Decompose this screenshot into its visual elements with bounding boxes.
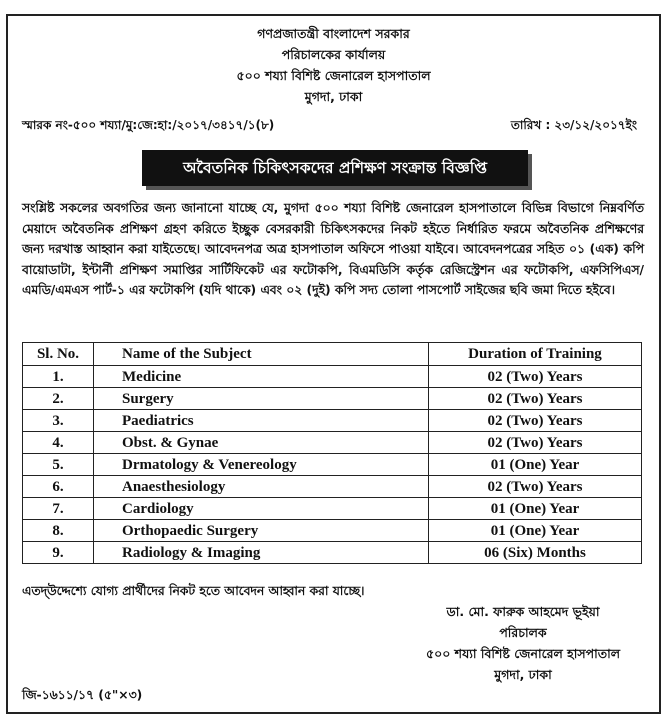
row-subject: Cardiology [94, 498, 429, 520]
row-sl: 9. [23, 542, 94, 564]
notice-title: অবৈতনিক চিকিৎসকদের প্রশিক্ষণ সংক্রান্ত বিজ্ঞপ্তি [183, 159, 487, 177]
table-row [23, 366, 642, 388]
table-row [23, 432, 642, 454]
title-banner [142, 150, 528, 186]
row-sl: 4. [23, 432, 94, 454]
header-location: মুগদা, ঢাকা [304, 89, 363, 104]
table-row [23, 388, 642, 410]
header-government: গণপ্রজাতন্ত্রী বাংলাদেশ সরকার [257, 26, 410, 41]
row-sl: 2. [23, 388, 94, 410]
signatory-location: মুগদা, ঢাকা [494, 667, 552, 682]
row-subject: Medicine [94, 366, 429, 388]
signatory-designation: পরিচালক [499, 625, 547, 640]
row-subject: Orthopaedic Surgery [94, 520, 429, 542]
row-duration: 01 (One) Year [429, 454, 642, 476]
table-row [23, 410, 642, 432]
row-duration: 02 (Two) Years [429, 432, 642, 454]
row-duration: 01 (One) Year [429, 498, 642, 520]
row-duration: 02 (Two) Years [429, 366, 642, 388]
cropped-top-strip [0, 0, 669, 8]
notice-body: সংশ্লিষ্ট সকলের অবগতির জন্য জানানো যাচ্ছে যে, মুগদা ৫০০ শয্যা বিশিষ্ট জেনারেল হাসপাতালে বিভিন্ন বিভাগে নিম্নবর্ণিত মেয়াদে অবৈতনিক প্রশিক্ষণ গ্রহণ করিতে ইচ্ছুক বেসরকারী চিকিৎসকদের নিকট হইতে নির্ধারিত ফরমে অবৈতনিক প্রশিক্ষণের জন্য দরখাস্ত আহ্বান করা যাইতেছে। আবেদনপত্র অত্র হাসপাতাল অফিসে পাওয়া যাইবে। আবেদনপত্রের সহিত ০১ (এক) কপি বায়োডাটা, ইন্টার্নী প্রশিক্ষণ সমাপ্তির সার্টিফিকেট এর ফটোকপি, বিএমডিসি কর্তৃক রেজিস্ট্রেশন এর ফটোকপি, এফসিপিএস/এমডি/এমএস পার্ট-১ এর ফটোকপি (যদি থাকে) এবং ০২ (দুই) কপি সদ্য তোলা পাসপোর্ট সাইজের ছবি জমা দিতে হইবে। [22, 201, 644, 297]
notice-frame [6, 14, 661, 714]
row-duration: 01 (One) Year [429, 520, 642, 542]
training-table [22, 342, 642, 564]
signatory-name: ডা. মো. ফারুক আহমেদ ভূইয়া [446, 604, 600, 619]
row-subject: Radiology & Imaging [94, 542, 429, 564]
notice-date: তারিখ : ২৩/১২/২০১৭ইং [510, 118, 637, 132]
reference-code: জি-১৬১১/১৭ (৫"×৩) [22, 688, 143, 702]
header-duration: Duration of Training [429, 343, 642, 366]
row-subject: Surgery [94, 388, 429, 410]
header-sl-no: Sl. No. [23, 343, 94, 366]
row-sl: 3. [23, 410, 94, 432]
header-hospital: ৫০০ শয্যা বিশিষ্ট জেনারেল হাসপাতাল [236, 68, 431, 83]
closing-note: এতদ্‌উদ্দেশ্যে যোগ্য প্রার্থীদের নিকট হতে আবেদন আহ্বান করা যাচ্ছে। [22, 584, 365, 598]
row-subject: Anaesthesiology [94, 476, 429, 498]
row-duration: 02 (Two) Years [429, 388, 642, 410]
header-office: পরিচালকের কার্যালয় [281, 47, 386, 62]
row-subject: Drmatology & Venereology [94, 454, 429, 476]
row-subject: Paediatrics [94, 410, 429, 432]
row-duration: 06 (Six) Months [429, 542, 642, 564]
table-row [23, 542, 642, 564]
header-subject: Name of the Subject [94, 343, 429, 366]
row-sl: 1. [23, 366, 94, 388]
table-header-row [23, 343, 642, 366]
row-sl: 5. [23, 454, 94, 476]
table-row [23, 454, 642, 476]
table-row [23, 498, 642, 520]
table-row [23, 476, 642, 498]
memo-number: স্মারক নং-৫০০ শয্যা/মু:জে:হা:/২০১৭/৩৪১৭/১(৮) [22, 118, 275, 132]
row-subject: Obst. & Gynae [94, 432, 429, 454]
row-duration: 02 (Two) Years [429, 410, 642, 432]
table-row [23, 520, 642, 542]
row-sl: 7. [23, 498, 94, 520]
row-sl: 8. [23, 520, 94, 542]
row-duration: 02 (Two) Years [429, 476, 642, 498]
row-sl: 6. [23, 476, 94, 498]
signatory-hospital: ৫০০ শয্যা বিশিষ্ট জেনারেল হাসপাতাল [425, 646, 621, 661]
